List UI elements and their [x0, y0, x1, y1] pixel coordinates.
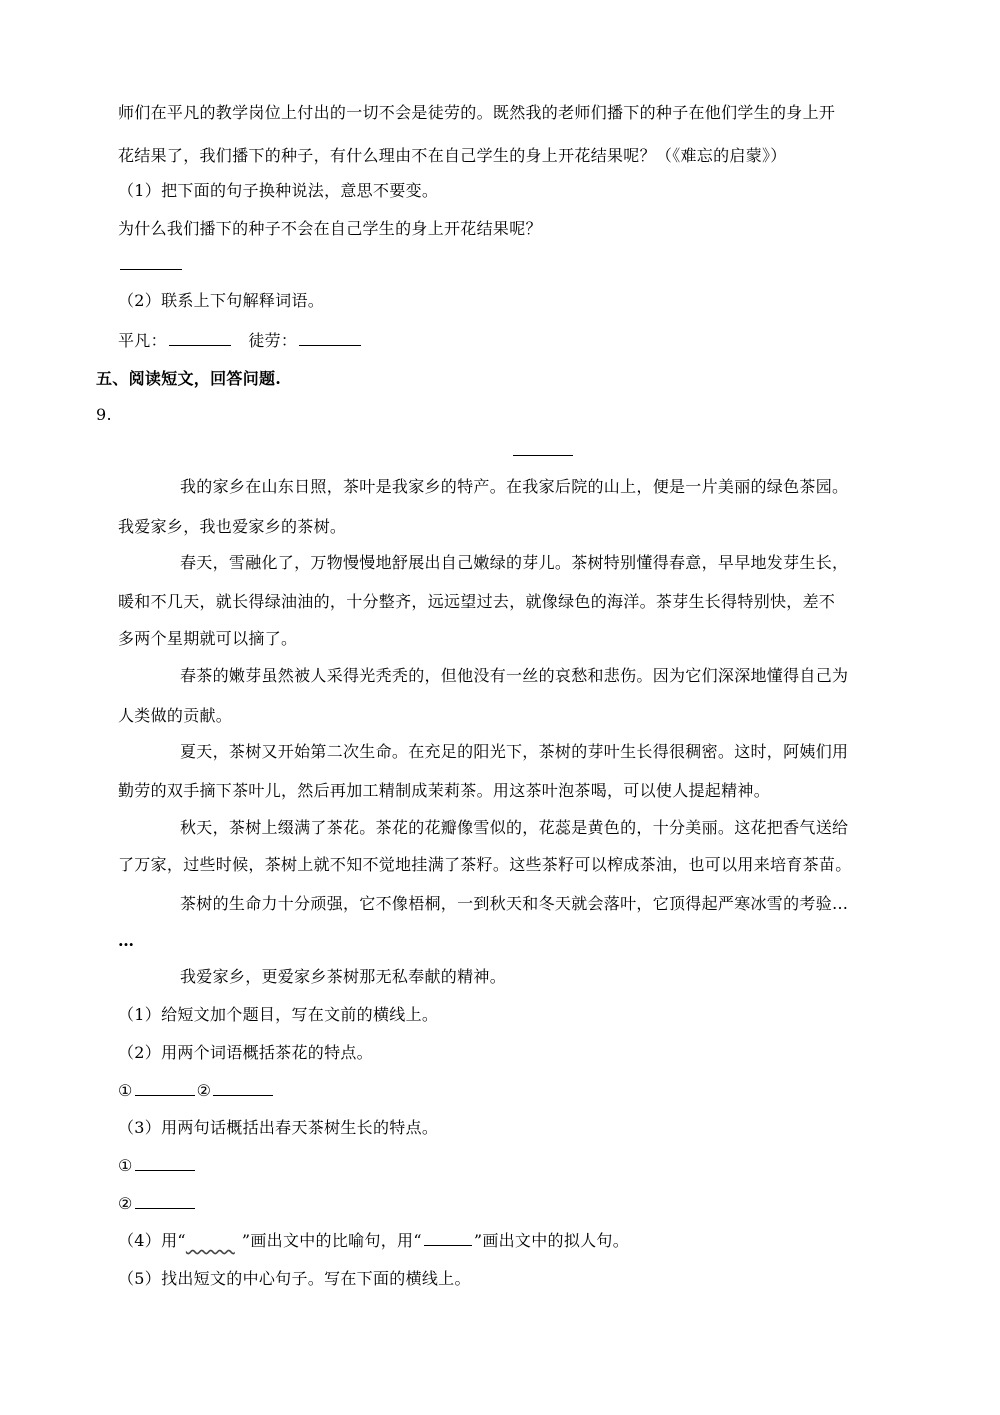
passage-line: 我的家乡在山东日照，茶叶是我家乡的特产。在我家后院的山上，便是一片美丽的绿色茶园。 — [180, 477, 849, 496]
question-number: 9. — [96, 405, 112, 424]
word2-label: 徒劳： — [248, 331, 298, 350]
passage-line: … — [118, 931, 135, 950]
word1-label: 平凡： — [118, 331, 167, 350]
passage-line: 茶树的生命力十分顽强，它不像梧桐，一到秋天和冬天就会落叶，它顶得起严寒冰雪的考验… — [180, 894, 849, 913]
passage-line: 暖和不几天，就长得绿油油的，十分整齐，远远望过去，就像绿色的海洋。茶芽生长得特别快，差不 — [118, 592, 836, 611]
passage-line: 秋天，茶树上缀满了茶花。茶花的花瓣像雪似的，花蕊是黄色的，十分美丽。这花把香气送给 — [180, 818, 849, 837]
passage-line: 夏天，茶树又开始第二次生命。在充足的阳光下，茶树的芽叶生长得很稠密。这时，阿姨们用 — [180, 742, 849, 761]
passage-line: 勤劳的双手摘下茶叶儿，然后再加工精制成茉莉茶。用这茶叶泡茶喝，可以使人提起精神。 — [118, 781, 771, 800]
q3-blank-2[interactable] — [135, 1194, 195, 1209]
q8-word-definitions — [118, 330, 363, 352]
q2-blank-2[interactable] — [213, 1081, 273, 1096]
intro-line-1: 师们在平凡的教学岗位上付出的一切不会是徒劳的。既然我的老师们播下的种子在他们学生的身上开 — [118, 103, 836, 122]
passage-line: 我爱家乡，我也爱家乡的茶树。 — [118, 517, 347, 536]
straight-underline-sample — [424, 1231, 472, 1246]
passage-line: 我爱家乡，更爱家乡茶树那无私奉献的精神。 — [180, 967, 507, 986]
q3-answer-1 — [118, 1155, 197, 1177]
passage-line: 多两个星期就可以摘了。 — [118, 629, 298, 648]
q4-text-c: ”画出文中的拟人句。 — [473, 1231, 630, 1250]
q3-answer-2 — [118, 1193, 197, 1215]
passage-line: 春天，雪融化了，万物慢慢地舒展出自己嫩绿的芽儿。茶树特别懂得春意，早早地发芽生长， — [180, 553, 849, 572]
circled-one: ① — [118, 1081, 133, 1100]
wavy-underline-sample — [186, 1230, 242, 1244]
word2-blank[interactable] — [299, 331, 361, 346]
intro-line-2: 花结果了，我们播下的种子，有什么理由不在自己学生的身上开花结果呢？（《难忘的启蒙》） — [118, 146, 787, 165]
question-2: （2）用两个词语概括茶花的特点。 — [118, 1043, 373, 1062]
title-blank[interactable] — [511, 440, 575, 462]
word1-blank[interactable] — [169, 331, 231, 346]
circled-two: ② — [118, 1194, 133, 1213]
question-1: （1）给短文加个题目，写在文前的横线上。 — [118, 1005, 439, 1024]
q8-sub1-sentence: 为什么我们播下的种子不会在自己学生的身上开花结果呢？ — [118, 219, 542, 238]
question-3: （3）用两句话概括出春天茶树生长的特点。 — [118, 1118, 439, 1137]
passage-line: 了万家，过些时候，茶树上就不知不觉地挂满了茶籽。这些茶籽可以榨成茶油，也可以用来培育茶苗。 — [118, 855, 852, 874]
circled-one: ① — [118, 1156, 133, 1175]
circled-two: ② — [196, 1081, 212, 1100]
q4-text-a: （4）用“ — [118, 1231, 186, 1250]
q2-answers — [118, 1080, 275, 1102]
q8-sub2-prompt: （2）联系上下句解释词语。 — [118, 291, 325, 310]
q8-answer-blank[interactable] — [118, 254, 184, 276]
q8-sub1-prompt: （1）把下面的句子换种说法，意思不要变。 — [118, 181, 439, 200]
question-4 — [118, 1230, 629, 1252]
passage-line: 春茶的嫩芽虽然被人采得光秃秃的，但他没有一丝的哀愁和悲伤。因为它们深深地懂得自己为 — [180, 666, 849, 685]
q2-blank-1[interactable] — [135, 1081, 195, 1096]
q3-blank-1[interactable] — [135, 1156, 195, 1171]
question-5: （5）找出短文的中心句子。写在下面的横线上。 — [118, 1269, 471, 1288]
q4-text-b: ”画出文中的比喻句，用“ — [241, 1231, 422, 1250]
passage-line: 人类做的贡献。 — [118, 706, 233, 725]
section-heading: 五、阅读短文，回答问题. — [96, 369, 282, 388]
